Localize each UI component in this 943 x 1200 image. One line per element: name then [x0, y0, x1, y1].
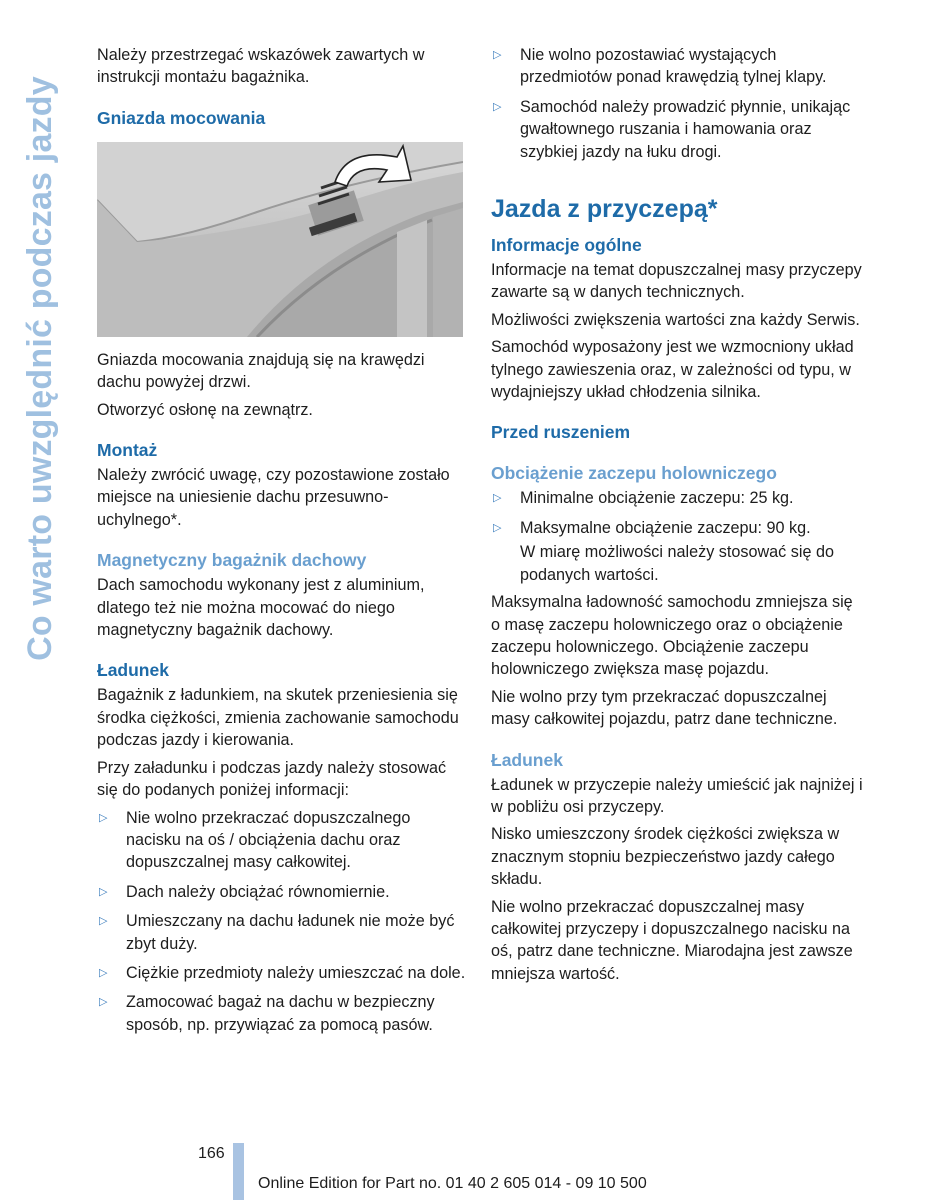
info-paragraph-2: Możliwości zwiększenia wartości zna każdy Serwis.	[491, 310, 860, 329]
left-column	[97, 44, 467, 1043]
roof-load-list	[97, 807, 467, 1037]
list-item: ▷ Samochód należy prowadzić płynnie, unikając gwałtownego ruszania i hamowania oraz szybkiej jazdy na łuku drogi.	[493, 97, 851, 161]
heading-ladunek-przyczepa: Ładunek	[491, 749, 563, 770]
hitch-load-note: W miarę możliwości należy stosować się do podanych wartości.	[520, 543, 834, 584]
roof-mount-illustration	[97, 142, 463, 337]
heading-jazda-z-przyczepa: Jazda z przyczepą*	[491, 195, 718, 224]
triangle-bullet-icon: ▷	[99, 966, 108, 979]
triangle-bullet-icon: ▷	[99, 996, 108, 1009]
triangle-bullet-icon: ▷	[493, 492, 502, 505]
edition-footer: Online Edition for Part no. 01 40 2 605 014 - 09 10 500	[258, 1175, 647, 1192]
list-item: ▷ Maksymalne obciążenie zaczepu: 90 kg.	[491, 517, 863, 539]
trailer-load-paragraph-2: Nisko umieszczony środek ciężkości zwiększa w znacznym stopniu bezpieczeństwo jazdy całego składu.	[491, 825, 840, 889]
triangle-bullet-icon: ▷	[493, 100, 502, 113]
page-number: 166	[198, 1145, 225, 1162]
magnet-paragraph: Dach samochodu wykonany jest z aluminium, dlatego też nie można mocować do niego magnetyczny bagażnik dachowy.	[97, 576, 425, 640]
montaz-paragraph: Należy zwrócić uwagę, czy pozostawione zostało miejsce na uniesienie dachu przesuwno-uchylnego*.	[97, 466, 450, 529]
ladunek-paragraph-1: Bagażnik z ładunkiem, na skutek przeniesienia się środka ciężkości, zmienia zachowanie samochodu podczas jazdy i kierowania.	[97, 686, 459, 750]
hitch-load-list	[491, 487, 863, 539]
heading-gniazda-mocowania: Gniazda mocowania	[97, 107, 266, 128]
roof-load-list-continued	[491, 44, 863, 163]
list-item: ▷ Nie wolno pozostawiać wystających przedmiotów ponad krawędzią tylnej klapy.	[493, 46, 827, 87]
list-item: ▷ Zamocować bagaż na dachu w bezpieczny sposób, np. przywiązać za pomocą pasów.	[99, 993, 435, 1034]
triangle-bullet-icon: ▷	[99, 811, 108, 824]
triangle-bullet-icon: ▷	[99, 915, 108, 928]
heading-informacje-ogolne: Informacje ogólne	[491, 235, 642, 256]
footer-accent-bar	[233, 1143, 244, 1200]
list-item: ▷ Umieszczany na dachu ładunek nie może być zbyt duży.	[99, 912, 455, 953]
hitch-paragraph-1: Maksymalna ładowność samochodu zmniejsza się o masę zaczepu holowniczego oraz o obciążenie zaczepu holowniczego. Obciążenie zaczepu holowniczego zwiększa masę pojazdu.	[491, 593, 853, 679]
list-item: ▷ Nie wolno przekraczać dopuszczalnego nacisku na oś / obciążenia dachu oraz dopuszczalnej masy całkowitej.	[99, 808, 411, 872]
heading-montaz: Montaż	[97, 440, 158, 461]
chapter-side-title	[16, 48, 64, 688]
right-column	[491, 44, 863, 990]
list-item: ▷ Ciężkie przedmioty należy umieszczać na dole.	[97, 962, 467, 984]
list-item: ▷ Minimalne obciążenie zaczepu: 25 kg.	[491, 487, 863, 509]
info-paragraph-1: Informacje na temat dopuszczalnej masy przyczepy zawarte są w danych technicznych.	[491, 261, 862, 302]
triangle-bullet-icon: ▷	[99, 885, 108, 898]
chapter-side-title-text: Co warto uwzględnić podczas jazdy	[20, 75, 59, 661]
hitch-paragraph-2: Nie wolno przy tym przekraczać dopuszczalnej masy całkowitej pojazdu, patrz dane techniczne.	[491, 687, 838, 729]
triangle-bullet-icon: ▷	[493, 49, 502, 61]
heading-ladunek: Ładunek	[97, 660, 169, 681]
info-paragraph-3: Samochód wyposażony jest we wzmocniony układ tylnego zawieszenia oraz, w zależności od typu, w wydajniejszy układ chłodzenia silnika.	[491, 338, 854, 402]
list-item: ▷ Dach należy obciążać równomiernie.	[97, 881, 467, 903]
ladunek-paragraph-2: Przy załadunku i podczas jazdy należy stosować się do podanych poniżej informacji:	[97, 758, 447, 800]
heading-magnetyczny-bagaznik: Magnetyczny bagażnik dachowy	[97, 550, 367, 571]
trailer-load-paragraph-1: Ładunek w przyczepie należy umieścić jak najniżej i w pobliżu osi przyczepy.	[491, 775, 863, 816]
gniazda-paragraph-2: Otworzyć osłonę na zewnątrz.	[97, 400, 313, 419]
gniazda-paragraph-1: Gniazda mocowania znajdują się na krawędzi dachu powyżej drzwi.	[97, 350, 425, 392]
triangle-bullet-icon: ▷	[493, 521, 502, 534]
heading-przed-ruszeniem: Przed ruszeniem	[491, 422, 631, 443]
heading-obciazenie-zaczepu: Obciążenie zaczepu holowniczego	[491, 463, 777, 484]
trailer-load-paragraph-3: Nie wolno przekraczać dopuszczalnej masy całkowitej przyczepy i dopuszczalnego nacisku na oś, patrz dane techniczne. Miarodajna jest zawsze mniejsza wartość.	[491, 897, 853, 983]
roof-mount-drawing	[97, 142, 463, 337]
intro-paragraph: Należy przestrzegać wskazówek zawartych w instrukcji montażu bagażnika.	[97, 46, 425, 87]
